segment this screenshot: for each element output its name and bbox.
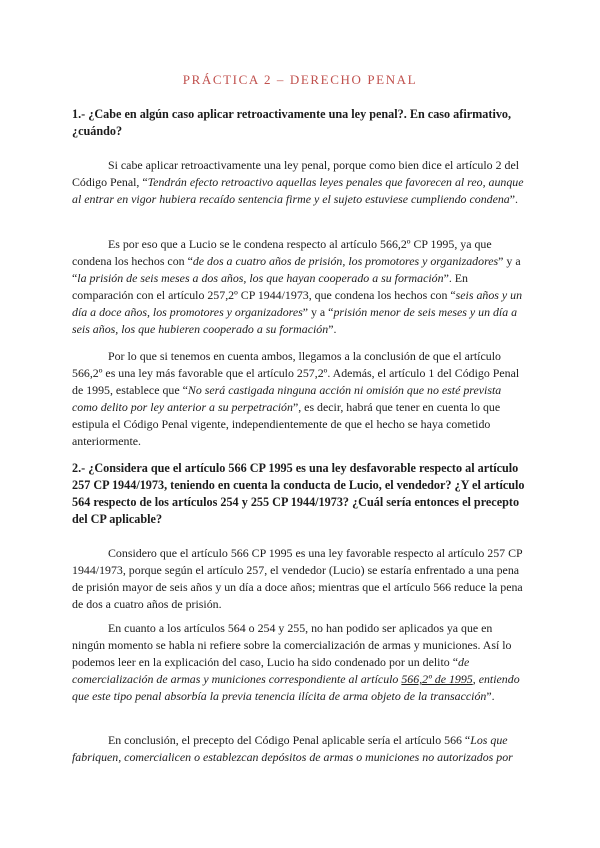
quote-art1: No será castigada ninguna acción ni omisión que no esté prevista como delito por ley anterior a su perpetración <box>72 383 502 414</box>
quote-art566-cooperadores: la prisión de seis meses a dos años, los que hayan cooperado a su formación <box>77 271 444 285</box>
text-run: de comercialización de armas y municiones correspondiente al artículo <box>72 655 470 686</box>
text-run: , entiendo que este tipo penal absorbía la previa tenencia ilícita de arma objeto de la transacción <box>72 672 520 703</box>
text-run: ”. En comparación con el artículo 257,2º CP 1944/1973, que condena los hechos con “ <box>72 271 468 302</box>
text-run: ” y a “ <box>72 254 521 285</box>
q2-answer-paragraph-1: Considero que el artículo 566 CP 1995 es una ley favorable respecto al artículo 257 CP 1944/1973, porque según el artículo 257, el vendedor (Lucio) se estaría enfrentado a una pena de prisión mayor de seis años y un día a doce años; mientras que el artículo 566 reduce la pena de dos a cuatro años de prisión. <box>72 546 523 611</box>
q2-answer-paragraph-2 <box>72 620 528 705</box>
quote-art257-promotores: seis años y un día a doce años, los promotores y organizadores <box>72 288 523 319</box>
q1-answer-paragraph-1 <box>72 157 528 208</box>
page-title: PRÁCTICA 2 – DERECHO PENAL <box>182 72 418 87</box>
q1-answer-paragraph-2 <box>72 236 528 338</box>
underlined-article: 566,2º de 1995 <box>401 672 473 686</box>
text-run: Por lo que si tenemos en cuenta ambos, llegamos a la conclusión de que el artículo 566,2º es una ley más favorable que el artículo 257,2º. Además, el artículo 1 del Código Penal de 1995, establece que “ <box>72 349 520 397</box>
text-run: En cuanto a los artículos 564 o 254 y 255, no han podido ser aplicados ya que en ningún momento se habla ni refiere sobre la comercialización de armas y municiones. Así lo podemos leer en la explicación del caso, Lucio ha sido condenado por un delito “ <box>72 621 512 669</box>
text-run: ”. <box>328 322 337 336</box>
q1-answer-paragraph-3 <box>72 348 528 450</box>
text-run: Si cabe aplicar retroactivamente una ley penal, porque como bien dice el artículo 2 del Código Penal, “ <box>72 158 520 189</box>
quote-art257-cooperadores: prisión menor de seis meses y un día a seis años, los que hubieren cooperado a su formación <box>72 305 518 336</box>
text-run: Es por eso que a Lucio se le condena respecto al artículo 566,2º CP 1995, ya que condena los hechos con “ <box>72 237 492 268</box>
text-run: ” y a “ <box>302 305 334 319</box>
text-run: En conclusión, el precepto del Código Penal aplicable sería el artículo 566 “ <box>108 733 471 747</box>
text-run: ”. <box>486 689 495 703</box>
question-2: 2.- ¿Considera que el artículo 566 CP 1995 es una ley desfavorable respecto al artículo 257 CP 1944/1973, teniendo en cuenta la conducta de Lucio, el vendedor? ¿Y el artículo 564 respecto de los artículos 254 y 255 CP 1944/1973? ¿Cuál sería entonces el precepto del CP aplicable? <box>72 461 525 526</box>
question-1: 1.- ¿Cabe en algún caso aplicar retroactivamente una ley penal?. En caso afirmativo, ¿cuándo? <box>72 107 512 138</box>
quote-art2: Tendrán efecto retroactivo aquellas leyes penales que favorecen al reo, aunque al entrar en vigor hubiera recaído sentencia firme y el sujeto estuviese cumpliendo condena <box>72 175 524 206</box>
q2-answer-paragraph-3 <box>72 732 528 766</box>
text-run: ”, es decir, habrá que tener en cuenta lo que estipula el Código Penal vigente, independientemente de que el hecho se haya cometido anteriormente. <box>72 400 501 448</box>
quote-art566: Los que fabriquen, comercialicen o establezcan depósitos de armas o municiones no autorizados por <box>72 733 513 764</box>
quote-art566-promotores: de dos a cuatro años de prisión, los promotores y organizadores <box>192 254 499 268</box>
text-run: ”. <box>509 192 519 206</box>
